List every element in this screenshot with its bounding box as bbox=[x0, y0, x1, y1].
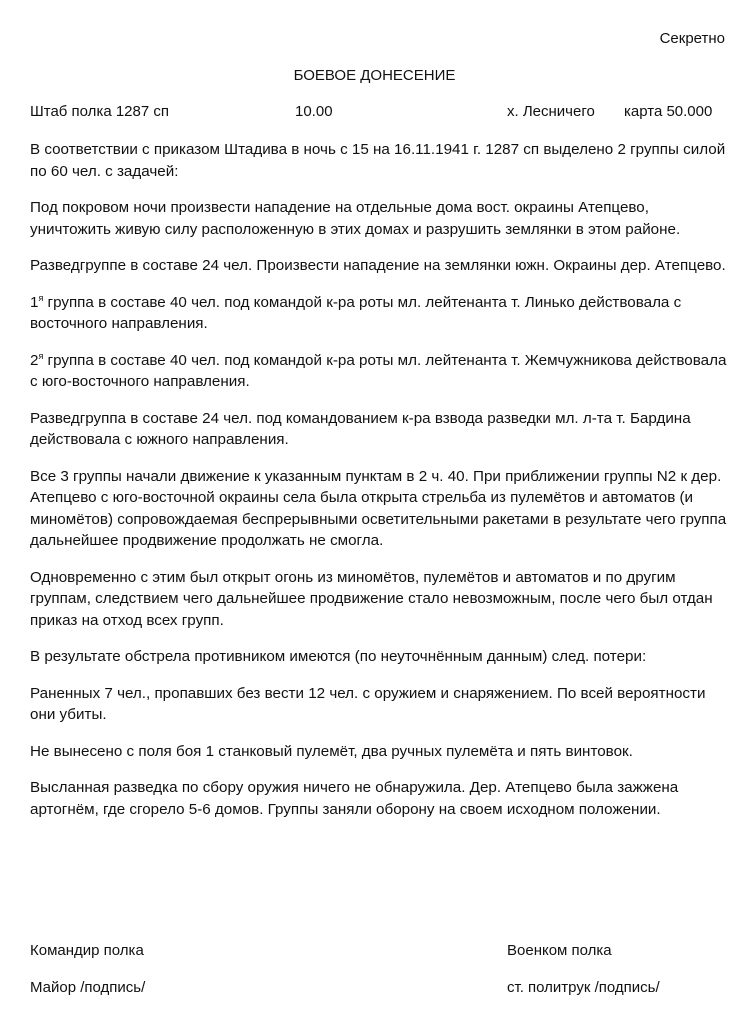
ordinal-suffix: я bbox=[38, 292, 44, 303]
classification-mark: Секретно bbox=[659, 30, 725, 47]
paragraph: Не вынесено с поля боя 1 станковый пулемёт, два ручных пулемёта и пять винтовок. bbox=[30, 742, 633, 760]
paragraph: Высланная разведка по сбору оружия ничего не обнаружила. Дер. Атепцево была зажжена артогнём, где сгорело 5-6 домов. Группы заняли оборону на своем исходном положении. bbox=[30, 779, 679, 818]
paragraph: Разведгруппе в составе 24 чел. Произвести нападение на землянки южн. Окраины дер. Атепцево. bbox=[30, 257, 726, 274]
group-number: 1 bbox=[30, 293, 39, 311]
header-time: 10.00 bbox=[295, 103, 333, 120]
paragraph bbox=[30, 350, 730, 393]
header-unit: Штаб полка 1287 сп bbox=[30, 103, 169, 120]
paragraph: Разведгруппа в составе 24 чел. под командованием к-ра взвода разведки мл. л-та т. Бардина действовала с южного направления. bbox=[30, 409, 691, 448]
commander-title: Командир полка bbox=[30, 942, 144, 959]
paragraph-text: группа в составе 40 чел. под командой к-ра роты мл. лейтенанта т. Жемчужникова действовала с юго-восточного направления. bbox=[30, 351, 727, 390]
paragraph: Все 3 группы начали движение к указанным пунктам в 2 ч. 40. При приближении группы N2 к дер. Атепцево с юго-восточной окраины села была открыта стрельба из пулемётов и автоматов (и миномётов) сопровождаемая беспрерывными осветительными ракетами в результате чего группа дальнейшее продвижение продолжать не смогла. bbox=[30, 467, 727, 549]
commander-signature: Майор /подпись/ bbox=[30, 979, 146, 996]
paragraph bbox=[30, 292, 730, 335]
report-body bbox=[30, 139, 730, 835]
header-map: карта 50.000 bbox=[624, 103, 713, 120]
paragraph: Одновременно с этим был открыт огонь из миномётов, пулемётов и автоматов и по другим группам, следствием чего дальнейшее продвижение стало невозможным, после чего был отдан приказ на отход всех групп. bbox=[30, 568, 713, 629]
ordinal-suffix: я bbox=[38, 350, 44, 361]
commissar-signature: ст. политрук /подпись/ bbox=[507, 979, 660, 996]
paragraph: Под покровом ночи произвести нападение на отдельные дома вост. окраины Атепцево, уничтожить живую силу расположенную в этих домах и разрушить землянки в этом районе. bbox=[30, 199, 681, 238]
paragraph: Раненных 7 чел., пропавших без вести 12 чел. с оружием и снаряжением. По всей вероятности они убиты. bbox=[30, 684, 706, 723]
paragraph-text: группа в составе 40 чел. под командой к-ра роты мл. лейтенанта т. Линько действовала с восточного направления. bbox=[30, 293, 682, 332]
commissar-title: Военком полка bbox=[507, 942, 612, 959]
paragraph: В соответствии с приказом Штадива в ночь с 15 на 16.11.1941 г. 1287 сп выделено 2 группы силой по 60 чел. с задачей: bbox=[30, 141, 726, 180]
header-place: х. Лесничего bbox=[507, 103, 595, 120]
group-number: 2 bbox=[30, 351, 39, 369]
document-title: БОЕВОЕ ДОНЕСЕНИЕ bbox=[293, 67, 456, 84]
paragraph: В результате обстрела противником имеются (по неуточнённым данным) след. потери: bbox=[30, 648, 647, 665]
